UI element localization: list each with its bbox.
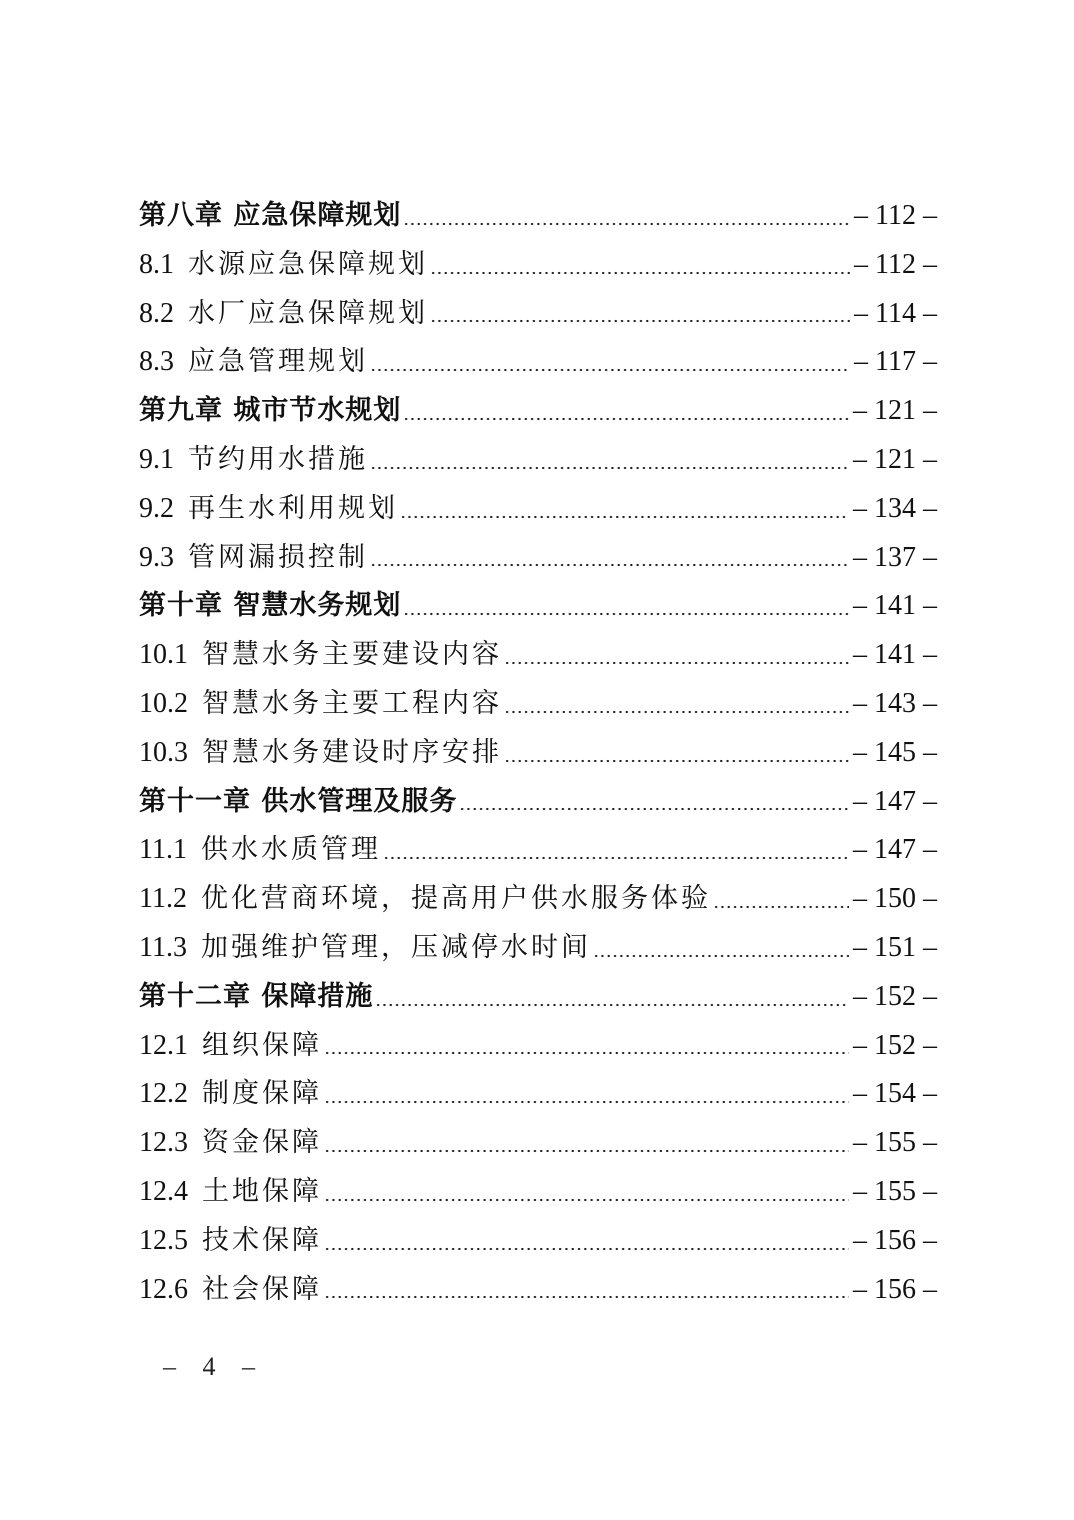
toc-chapter-entry[interactable]	[139, 582, 937, 631]
dot-leader	[370, 563, 849, 567]
dot-leader	[403, 417, 849, 421]
toc-entry-title: 水源应急保障规划	[188, 248, 428, 280]
toc-entry-number: 12.5	[139, 1224, 188, 1256]
toc-entry-page: – 141 –	[853, 590, 937, 622]
toc-entry-title: 第十一章 供水管理及服务	[139, 785, 458, 817]
dot-leader	[459, 807, 849, 811]
toc-entry-number: 12.3	[139, 1127, 188, 1159]
toc-entry-title: 资金保障	[202, 1127, 322, 1159]
toc-entry-title: 智慧水务建设时序安排	[202, 736, 502, 768]
dot-leader	[504, 710, 849, 714]
toc-chapter-entry[interactable]	[139, 387, 937, 436]
toc-section-entry[interactable]	[139, 1070, 937, 1119]
dot-leader	[324, 1051, 849, 1055]
toc-entry-page: – 112 –	[854, 248, 937, 280]
toc-entry-number: 11.2	[139, 883, 187, 915]
toc-section-entry[interactable]	[139, 241, 937, 290]
dot-leader	[593, 954, 849, 958]
toc-section-entry[interactable]	[139, 1217, 937, 1266]
toc-section-entry[interactable]	[139, 338, 937, 387]
toc-entry-page: – 150 –	[853, 883, 937, 915]
dot-leader	[324, 1198, 849, 1202]
toc-section-entry[interactable]	[139, 290, 937, 339]
toc-entry-title: 管网漏损控制	[188, 541, 368, 573]
toc-section-entry[interactable]	[139, 1022, 937, 1071]
toc-chapter-entry[interactable]	[139, 778, 937, 827]
dot-leader	[430, 319, 850, 323]
toc-section-entry[interactable]	[139, 680, 937, 729]
toc-entry-number: 10.3	[139, 736, 188, 768]
toc-entry-number: 12.2	[139, 1078, 188, 1110]
toc-entry-number: 10.2	[139, 687, 188, 719]
toc-entry-title: 第十二章 保障措施	[139, 980, 374, 1012]
dot-leader	[375, 1003, 849, 1007]
toc-entry-number: 8.1	[139, 248, 174, 280]
toc-entry-page: – 152 –	[853, 980, 937, 1012]
dot-leader	[324, 1295, 849, 1299]
toc-entry-title: 应急管理规划	[188, 346, 368, 378]
toc-section-entry[interactable]	[139, 924, 937, 973]
toc-entry-number: 8.2	[139, 297, 174, 329]
toc-entry-page: – 151 –	[853, 931, 937, 963]
toc-entry-number: 12.6	[139, 1273, 188, 1305]
toc-entry-title: 供水水质管理	[200, 834, 381, 866]
dot-leader	[324, 1247, 849, 1251]
toc-section-entry[interactable]	[139, 826, 937, 875]
dot-leader	[403, 612, 849, 616]
toc-section-entry[interactable]	[139, 1119, 937, 1168]
toc-entry-title: 再生水利用规划	[188, 492, 398, 524]
toc-entry-page: – 156 –	[853, 1224, 937, 1256]
toc-entry-title: 水厂应急保障规划	[188, 297, 428, 329]
toc-entry-page: – 117 –	[854, 346, 937, 378]
toc-entry-title: 土地保障	[202, 1175, 322, 1207]
dot-leader	[370, 466, 849, 470]
toc-section-entry[interactable]	[139, 631, 937, 680]
toc-entry-number: 11.3	[139, 931, 187, 963]
dot-leader	[383, 856, 849, 860]
dot-leader	[370, 368, 850, 372]
toc-entry-number: 9.1	[139, 443, 174, 475]
page-number: – 4 –	[163, 1352, 265, 1381]
toc-entry-title: 组织保障	[202, 1029, 322, 1061]
toc-entry-title: 加强维护管理，压减停水时间	[200, 931, 591, 963]
toc-entry-number: 12.4	[139, 1175, 188, 1207]
toc-entry-page: – 147 –	[853, 785, 937, 817]
dot-leader	[504, 661, 849, 665]
toc-chapter-entry[interactable]	[139, 973, 937, 1022]
toc-entry-page: – 143 –	[853, 687, 937, 719]
toc-entry-title: 智慧水务主要工程内容	[202, 687, 502, 719]
toc-entry-page: – 141 –	[853, 639, 937, 671]
toc-section-entry[interactable]	[139, 534, 937, 583]
dot-leader	[713, 905, 849, 909]
table-of-contents	[139, 192, 937, 1314]
toc-entry-page: – 112 –	[854, 200, 937, 231]
dot-leader	[430, 271, 850, 275]
toc-entry-title: 节约用水措施	[188, 443, 368, 475]
toc-entry-page: – 147 –	[853, 834, 937, 866]
toc-entry-page: – 154 –	[853, 1078, 937, 1110]
toc-section-entry[interactable]	[139, 1266, 937, 1315]
toc-entry-title: 优化营商环境，提高用户供水服务体验	[200, 883, 711, 915]
toc-entry-page: – 137 –	[853, 541, 937, 573]
toc-entry-number: 8.3	[139, 346, 174, 378]
dot-leader	[504, 759, 849, 763]
toc-entry-title: 第八章 应急保障规划	[139, 200, 402, 231]
toc-section-entry[interactable]	[139, 875, 937, 924]
toc-entry-page: – 121 –	[853, 443, 937, 475]
toc-entry-title: 第十章 智慧水务规划	[139, 590, 402, 622]
toc-section-entry[interactable]	[139, 485, 937, 534]
toc-entry-title: 制度保障	[202, 1078, 322, 1110]
toc-entry-title: 技术保障	[202, 1224, 322, 1256]
toc-entry-page: – 155 –	[853, 1175, 937, 1207]
dot-leader	[400, 515, 849, 519]
toc-entry-number: 9.2	[139, 492, 174, 524]
toc-section-entry[interactable]	[139, 1168, 937, 1217]
toc-entry-page: – 145 –	[853, 736, 937, 768]
toc-entry-page: – 121 –	[853, 395, 937, 427]
toc-entry-number: 10.1	[139, 639, 188, 671]
toc-entry-title: 智慧水务主要建设内容	[202, 639, 502, 671]
toc-entry-number: 9.3	[139, 541, 174, 573]
toc-entry-page: – 114 –	[854, 297, 937, 329]
toc-entry-page: – 156 –	[853, 1273, 937, 1305]
dot-leader	[324, 1100, 849, 1104]
toc-entry-page: – 155 –	[853, 1127, 937, 1159]
toc-entry-page: – 134 –	[853, 492, 937, 524]
toc-chapter-entry[interactable]	[139, 192, 937, 241]
toc-entry-title: 社会保障	[202, 1273, 322, 1305]
toc-entry-number: 12.1	[139, 1029, 188, 1061]
toc-entry-number: 11.1	[139, 834, 187, 866]
toc-section-entry[interactable]	[139, 436, 937, 485]
dot-leader	[324, 1149, 849, 1153]
dot-leader	[403, 222, 850, 226]
toc-entry-title: 第九章 城市节水规划	[139, 395, 402, 427]
toc-entry-page: – 152 –	[853, 1029, 937, 1061]
toc-section-entry[interactable]	[139, 729, 937, 778]
